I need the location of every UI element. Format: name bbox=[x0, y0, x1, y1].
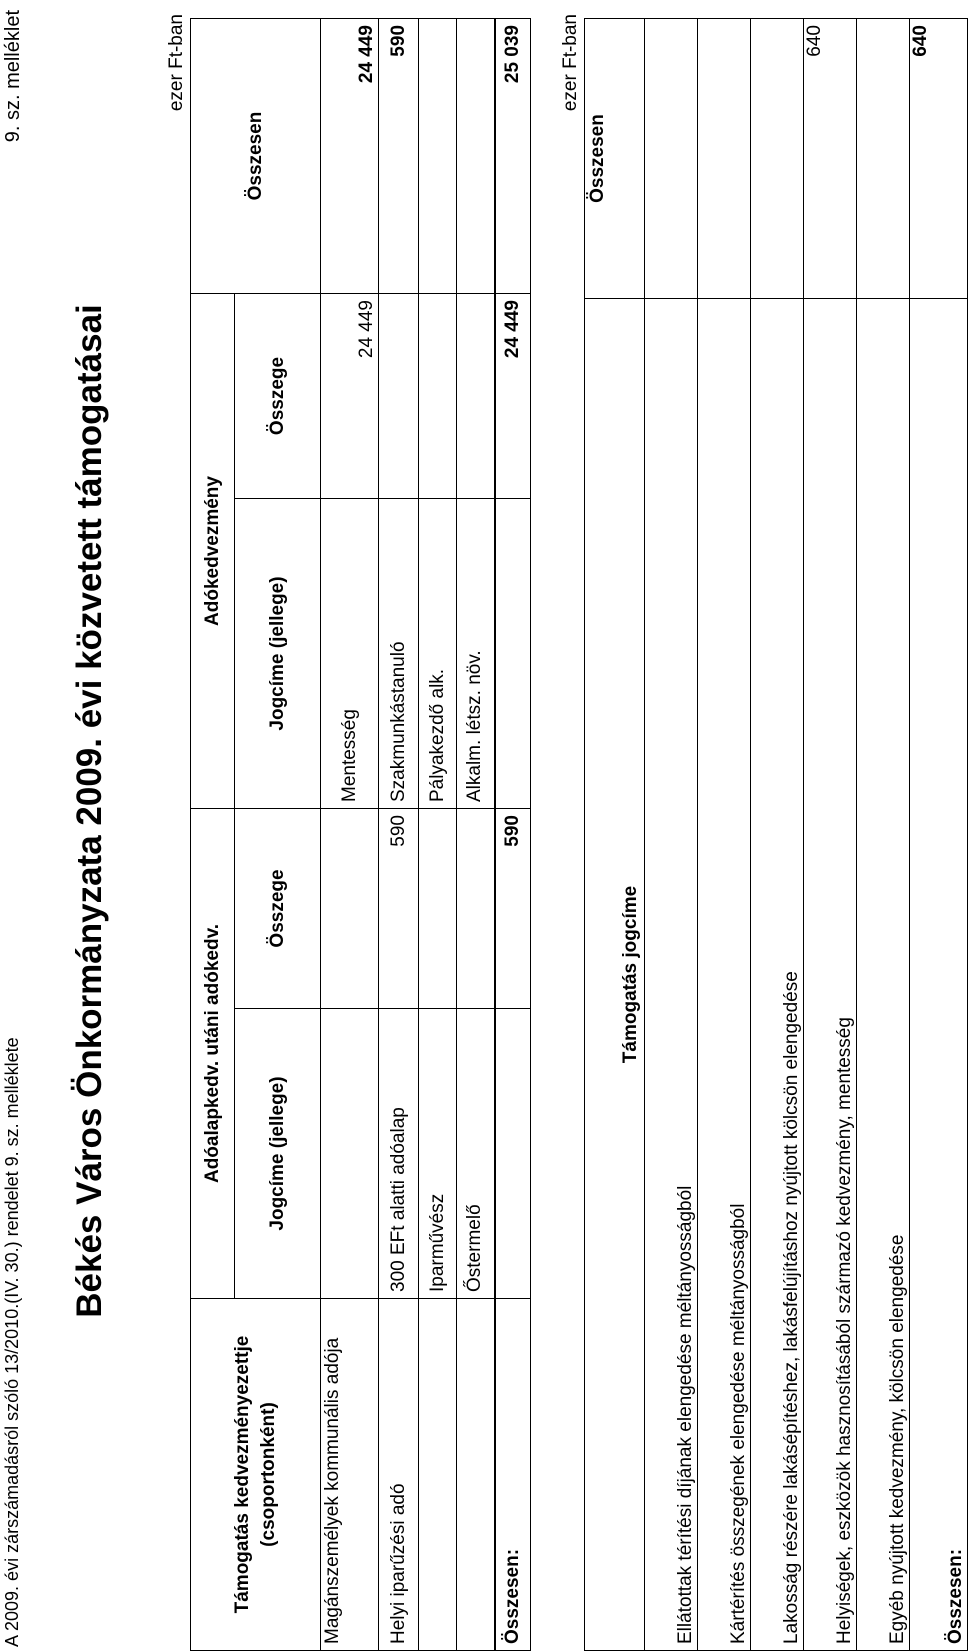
total-row bbox=[910, 19, 968, 1651]
col-header-beneficiary: Támogatás kedvezményezettje (csoportonként) bbox=[191, 1299, 321, 1651]
support-row-name: Ellátottak térítési díjának elengedése méltányosságból bbox=[645, 299, 698, 1651]
table-row bbox=[857, 19, 910, 1651]
support-categories-table bbox=[584, 18, 968, 1651]
page-title: Békés Város Önkormányzata 2009. évi közvetett támogatásai bbox=[70, 304, 109, 1318]
support-row-total bbox=[751, 19, 804, 299]
table-row bbox=[698, 19, 751, 1651]
total-base-amount: 590 bbox=[495, 809, 531, 1009]
col-header-base-discount: Adóalapkedv. utáni adókedv. bbox=[191, 809, 235, 1299]
row-base-amount: 590 bbox=[379, 809, 419, 1009]
row-base-jogcim: Iparművész bbox=[419, 1009, 457, 1299]
support-row-total bbox=[857, 19, 910, 299]
row-total bbox=[457, 18, 495, 293]
support-row-name: Helyiségek, eszközök hasznosításából származó kedvezmény, mentesség bbox=[804, 299, 857, 1651]
row-base-jogcim: Őstermelő bbox=[457, 1009, 495, 1299]
document-header-right: 9. sz. melléklet bbox=[2, 10, 24, 143]
total-row bbox=[495, 18, 531, 1650]
col-header-base-amount: Összege bbox=[235, 809, 321, 1009]
col-header-tax-jogcim: Jogcíme (jellege) bbox=[235, 499, 321, 809]
support-total-label: Összesen: bbox=[910, 299, 968, 1651]
support-row-name: Kártérítés összegének elengedése méltányosságból bbox=[698, 299, 751, 1651]
row-tax-jogcim: Alkalm. létsz. növ. bbox=[457, 499, 495, 809]
table-row bbox=[457, 18, 495, 1650]
table-row bbox=[419, 18, 457, 1650]
support-row-total bbox=[645, 19, 698, 299]
row-total bbox=[419, 18, 457, 293]
total-base-jogcim bbox=[495, 1009, 531, 1299]
total-sum: 25 039 bbox=[495, 18, 531, 293]
total-tax-jogcim bbox=[495, 499, 531, 809]
table-row bbox=[321, 18, 379, 1650]
row-tax-amount bbox=[419, 293, 457, 498]
table-row bbox=[804, 19, 857, 1651]
row-name bbox=[419, 1299, 457, 1651]
row-total: 24 449 bbox=[321, 18, 379, 293]
col-header-support-jogcim: Támogatás jogcíme bbox=[585, 299, 645, 1651]
table-row bbox=[379, 18, 419, 1650]
document-header-left: A 2009. évi zárszámadásról szóló 13/2010.(IV. 30.) rendelet 9. sz. melléklete bbox=[2, 1037, 22, 1647]
col-header-total: Összesen bbox=[191, 18, 321, 293]
table-row bbox=[751, 19, 804, 1651]
indirect-support-table bbox=[190, 18, 531, 1651]
support-row-total: 640 bbox=[804, 19, 857, 299]
col-header-base-jogcim: Jogcíme (jellege) bbox=[235, 1009, 321, 1299]
col-header-tax-discount: Adókedvezmény bbox=[191, 293, 235, 808]
col-header-support-total: Összesen bbox=[585, 19, 645, 299]
row-base-amount bbox=[419, 809, 457, 1009]
total-label: Összesen: bbox=[495, 1299, 531, 1651]
support-total-sum: 640 bbox=[910, 19, 968, 299]
row-tax-amount bbox=[379, 293, 419, 498]
support-row-name: Lakosság részére lakásépítéshez, lakásfelújításhoz nyújtott kölcsön elengedése bbox=[751, 299, 804, 1651]
row-base-amount bbox=[321, 809, 379, 1009]
row-name: Helyi iparűzési adó bbox=[379, 1299, 419, 1651]
total-tax-amount: 24 449 bbox=[495, 293, 531, 498]
unit-label-2: ezer Ft-ban bbox=[560, 14, 581, 112]
table-row bbox=[645, 19, 698, 1651]
row-name bbox=[457, 1299, 495, 1651]
row-name: Magánszemélyek kommunális adója bbox=[321, 1299, 379, 1651]
row-tax-jogcim: Pályakezdő alk. bbox=[419, 499, 457, 809]
row-tax-jogcim: Szakmunkástanuló bbox=[379, 499, 419, 809]
unit-label-1: ezer Ft-ban bbox=[166, 14, 187, 112]
row-tax-jogcim: Mentesség bbox=[321, 499, 379, 809]
support-row-name: Egyéb nyújtott kedvezmény, kölcsön elengedése bbox=[857, 299, 910, 1651]
row-base-jogcim: 300 EFt alatti adóalap bbox=[379, 1009, 419, 1299]
row-tax-amount: 24 449 bbox=[321, 293, 379, 498]
row-base-amount bbox=[457, 809, 495, 1009]
row-total: 590 bbox=[379, 18, 419, 293]
support-row-total bbox=[698, 19, 751, 299]
col-header-tax-amount: Összege bbox=[235, 293, 321, 498]
row-tax-amount bbox=[457, 293, 495, 498]
row-base-jogcim bbox=[321, 1009, 379, 1299]
